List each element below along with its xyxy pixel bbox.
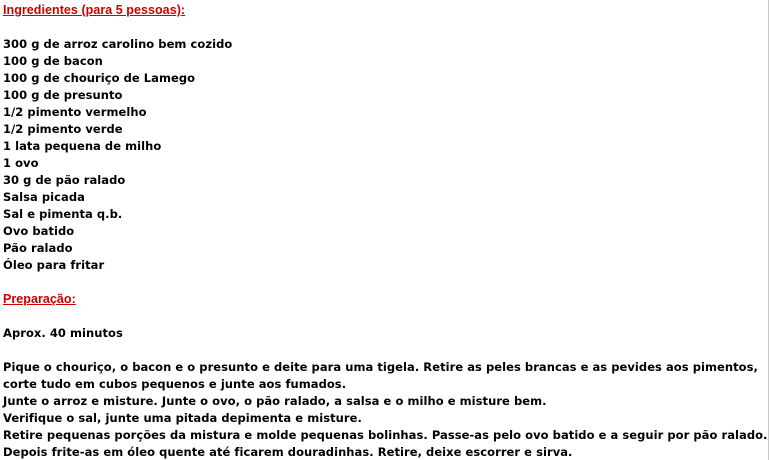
ingredient-item: Ovo batido bbox=[3, 224, 75, 238]
ingredient-item: Óleo para fritar bbox=[3, 258, 105, 272]
ingredients-title: Ingredientes (para 5 pessoas): bbox=[3, 3, 186, 17]
ingredient-item: 1 ovo bbox=[3, 156, 39, 170]
spacer bbox=[3, 308, 768, 325]
preparation-line: corte tudo em cubos pequenos e junte aos fumados. bbox=[3, 377, 347, 391]
spacer bbox=[3, 19, 768, 36]
preparation-line: Verifique o sal, junte uma pitada depimenta e misture. bbox=[3, 411, 362, 425]
ingredient-item: 1/2 pimento vermelho bbox=[3, 105, 147, 119]
spacer bbox=[3, 274, 768, 291]
ingredient-item: Sal e pimenta q.b. bbox=[3, 207, 123, 221]
preparation-steps bbox=[3, 359, 768, 460]
preparation-line: Junte o arroz e misture. Junte o ovo, o pão ralado, a salsa e o milho e misture bem. bbox=[3, 394, 547, 408]
preparation-line: Pique o chouriço, o bacon e o presunto e deite para uma tigela. Retire as peles brancas e as pevides aos pimentos, bbox=[3, 360, 758, 374]
ingredient-item: 100 g de presunto bbox=[3, 88, 123, 102]
ingredients-list bbox=[3, 36, 768, 274]
ingredient-item: 1 lata pequena de milho bbox=[3, 139, 162, 153]
preparation-line: Retire pequenas porções da mistura e molde pequenas bolinhas. Passe-as pelo ovo batido e a seguir por pão ralado. bbox=[3, 428, 768, 442]
ingredient-item: 30 g de pão ralado bbox=[3, 173, 126, 187]
ingredient-item: Salsa picada bbox=[3, 190, 85, 204]
ingredient-item: 100 g de chouriço de Lamego bbox=[3, 71, 196, 85]
preparation-time: Aprox. 40 minutos bbox=[3, 326, 123, 340]
preparation-line: Depois frite-as em óleo quente até ficarem douradinhas. Retire, deixe escorrer e sirva. bbox=[3, 445, 573, 459]
ingredient-item: Pão ralado bbox=[3, 241, 73, 255]
ingredient-item: 1/2 pimento verde bbox=[3, 122, 123, 136]
ingredient-item: 300 g de arroz carolino bem cozido bbox=[3, 37, 233, 51]
preparation-title: Preparação: bbox=[3, 292, 76, 306]
spacer bbox=[3, 342, 768, 359]
ingredient-item: 100 g de bacon bbox=[3, 54, 103, 68]
